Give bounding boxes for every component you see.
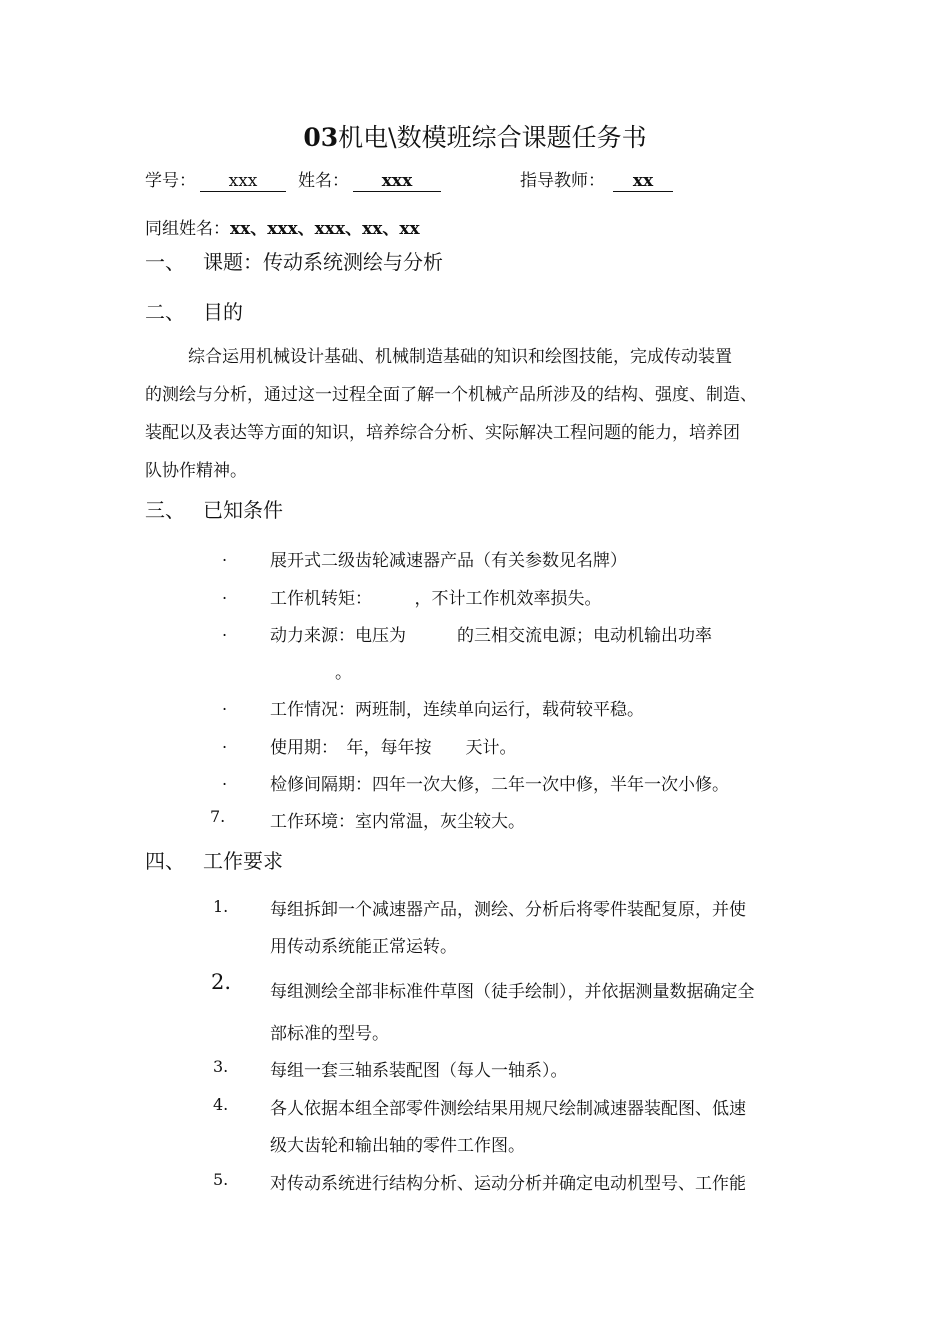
requirement-2-line-1: 每组测绘全部非标准件草图（徒手绘制），并依据测量数据确定全 <box>270 982 755 1002</box>
purpose-line-1: 综合运用机械设计基础、机械制造基础的知识和绘图技能，完成传动装置 <box>188 347 732 367</box>
section-4-number: 四、 <box>145 849 185 873</box>
condition-1-marker: . <box>222 546 228 565</box>
title-number: 03 <box>303 123 339 152</box>
requirement-2-line-2: 部标准的型号。 <box>270 1024 389 1044</box>
group-label: 同组姓名： <box>145 219 230 239</box>
student-id-label: 学号： <box>145 171 196 191</box>
name-label: 姓名： <box>298 171 349 191</box>
requirement-3-line-1: 每组一套三轴系装配图（每人一轴系）。 <box>270 1061 568 1081</box>
section-4-title: 工作要求 <box>203 849 283 873</box>
requirement-4-marker: 4. <box>213 1095 229 1114</box>
condition-6-marker: . <box>222 770 228 789</box>
section-3-title: 已知条件 <box>203 498 283 522</box>
requirement-4-line-2: 级大齿轮和输出轴的零件工作图。 <box>270 1136 525 1156</box>
section-2-number: 二、 <box>145 300 185 324</box>
condition-4-text: 工作情况：两班制，连续单向运行，载荷较平稳。 <box>270 700 644 720</box>
advisor-field <box>520 166 673 192</box>
condition-2-marker: . <box>222 584 228 603</box>
condition-2-text: 工作机转矩： ，不计工作机效率损失。 <box>270 589 602 609</box>
condition-3-text: 动力来源：电压为 的三相交流电源；电动机输出功率 <box>270 626 712 646</box>
student-id-value: xxx <box>200 171 286 192</box>
section-1-number: 一、 <box>145 250 185 274</box>
advisor-value: xx <box>613 171 673 192</box>
requirement-5-marker: 5. <box>213 1170 229 1189</box>
requirement-4-line-1: 各人依据本组全部零件测绘结果用规尺绘制减速器装配图、低速 <box>270 1099 746 1119</box>
condition-5-text: 使用期： 年，每年按 天计。 <box>270 738 517 758</box>
section-1-title: 课题：传动系统测绘与分析 <box>203 250 443 274</box>
condition-6-text: 检修间隔期：四年一次大修，二年一次中修，半年一次小修。 <box>270 775 729 795</box>
requirement-5-line-1: 对传动系统进行结构分析、运动分析并确定电动机型号、工作能 <box>270 1174 746 1194</box>
group-members <box>145 214 420 239</box>
requirement-1-marker: 1. <box>213 897 229 916</box>
condition-3-marker: . <box>222 621 228 640</box>
name-value: xxx <box>353 171 441 192</box>
group-value: xx、xxx、xxx、xx、xx <box>230 219 420 239</box>
page-title <box>0 118 950 154</box>
purpose-line-2: 的测绘与分析，通过这一过程全面了解一个机械产品所涉及的结构、强度、制造、 <box>145 385 757 405</box>
advisor-label: 指导教师： <box>520 171 605 191</box>
title-text: 机电\数模班综合课题任务书 <box>338 123 647 152</box>
condition-1-text: 展开式二级齿轮减速器产品（有关参数见名牌） <box>270 551 627 571</box>
section-2-title: 目的 <box>203 300 243 324</box>
requirement-1-line-1: 每组拆卸一个减速器产品，测绘、分析后将零件装配复原，并使 <box>270 900 746 920</box>
condition-7-text: 工作环境：室内常温，灰尘较大。 <box>270 812 525 832</box>
requirement-2-marker: 2. <box>211 970 232 994</box>
section-3-number: 三、 <box>145 498 185 522</box>
requirement-3-marker: 3. <box>213 1057 229 1076</box>
requirement-1-line-2: 用传动系统能正常运转。 <box>270 937 457 957</box>
purpose-line-3: 装配以及表达等方面的知识，培养综合分析、实际解决工程问题的能力，培养团 <box>145 423 740 443</box>
student-id-field <box>145 166 286 192</box>
condition-4-marker: . <box>222 695 228 714</box>
condition-3-continuation: 。 <box>335 663 352 683</box>
name-field <box>298 166 441 192</box>
purpose-line-4: 队协作精神。 <box>145 461 247 481</box>
condition-5-marker: . <box>222 733 228 752</box>
condition-7-marker: 7. <box>210 807 226 826</box>
